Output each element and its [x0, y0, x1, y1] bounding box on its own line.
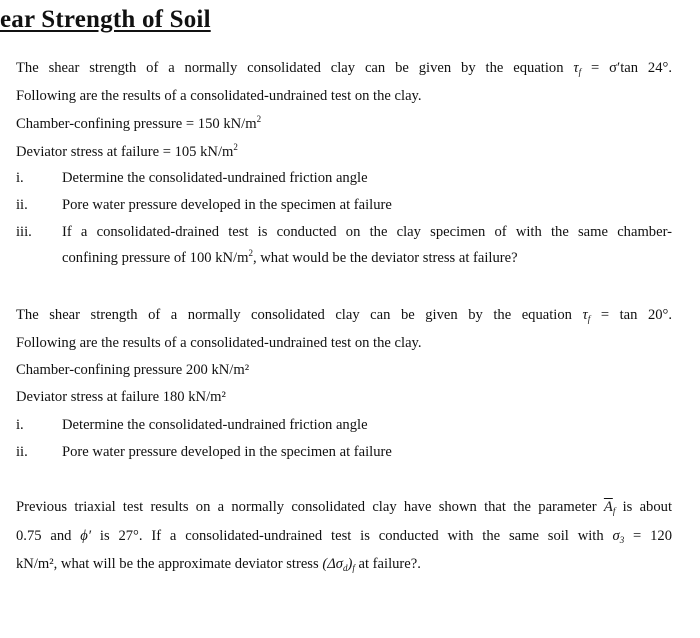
p2-line2: Following are the results of a consolidated-undrained test on the clay.	[16, 335, 422, 351]
p3-line2-pre: 0.75 and	[16, 528, 72, 544]
p2-item-text: Determine the consolidated-undrained friction angle	[62, 417, 368, 433]
p1-line2: Following are the results of a consolidated-undrained test on the clay.	[16, 88, 422, 104]
p3-line1	[16, 498, 672, 516]
p2-intro-text: The shear strength of a normally consolidated clay can be given by the equation	[16, 307, 572, 323]
p1-item-num: iii.	[16, 224, 32, 240]
p1-deviator-text: Deviator stress at failure = 105 kN/m	[16, 144, 234, 160]
p1-item3-continuation	[62, 249, 518, 267]
p1-confining-pressure	[16, 115, 261, 133]
p2-confining-pressure: Chamber-confining pressure 200 kN/m²	[16, 362, 250, 378]
p3-line3-pre: kN/m², what will be the approximate deviator stress	[16, 556, 319, 572]
p2-intro	[16, 306, 672, 324]
p1-intro-text: The shear strength of a normally consolidated clay can be given by the equation	[16, 60, 564, 76]
p2-intro-equation: = tan 20°.	[600, 307, 673, 323]
p1-confining-text: Chamber-confining pressure = 150 kN/m	[16, 116, 257, 132]
tau-f-symbol: $\tau_f$	[582, 307, 591, 324]
p2-item-num: i.	[16, 417, 24, 433]
p1-item-text: Pore water pressure developed in the specimen at failure	[62, 197, 392, 213]
sigma-3-symbol: $\sigma_3$	[612, 528, 625, 545]
p3-line3-post: at failure?.	[358, 556, 421, 572]
p3-line1-post: is about	[622, 499, 673, 515]
p1-deviator-sup: 2	[233, 142, 238, 152]
page-title: ear Strength of Soil	[0, 6, 211, 33]
p2-deviator-stress: Deviator stress at failure 180 kN/m²	[16, 389, 226, 405]
p1-item-num: i.	[16, 170, 24, 186]
tau-f-symbol: $\tau_f$	[573, 60, 582, 77]
p1-item3-cont-post: , what would be the deviator stress at failure?	[252, 250, 518, 266]
p1-deviator-stress	[16, 143, 238, 161]
p1-item-text: If a consolidated-drained test is conducted on the clay specimen of with the same chamber-	[62, 224, 672, 240]
p3-line1-text: Previous triaxial test results on a normally consolidated clay have shown that the parameter	[16, 499, 597, 515]
p2-item-text: Pore water pressure developed in the specimen at failure	[62, 444, 392, 460]
p1-item-num: ii.	[16, 197, 28, 213]
p3-line3	[16, 555, 421, 573]
p1-confining-sup: 2	[256, 114, 262, 124]
p1-item-text: Determine the consolidated-undrained friction angle	[62, 170, 368, 186]
p2-item-num: ii.	[16, 444, 28, 460]
p1-intro	[16, 59, 672, 77]
p1-intro-equation: = σ′tan 24°.	[591, 60, 672, 76]
p3-line2	[16, 527, 672, 545]
p3-line2-mid: is 27°. If a consolidated-undrained test is conducted with the same soil with	[99, 528, 604, 544]
phi-prime-symbol: ϕ′	[80, 528, 92, 544]
p1-item3-cont-text: confining pressure of 100 kN/m	[62, 250, 249, 266]
a-f-symbol: $\overline{A}_f$	[603, 499, 616, 516]
delta-sigma-d-symbol: $(\Delta\sigma_d)_f$	[322, 556, 355, 573]
p1-item3-cont-sup: 2	[248, 248, 253, 258]
p3-line2-post: = 120	[633, 528, 673, 544]
